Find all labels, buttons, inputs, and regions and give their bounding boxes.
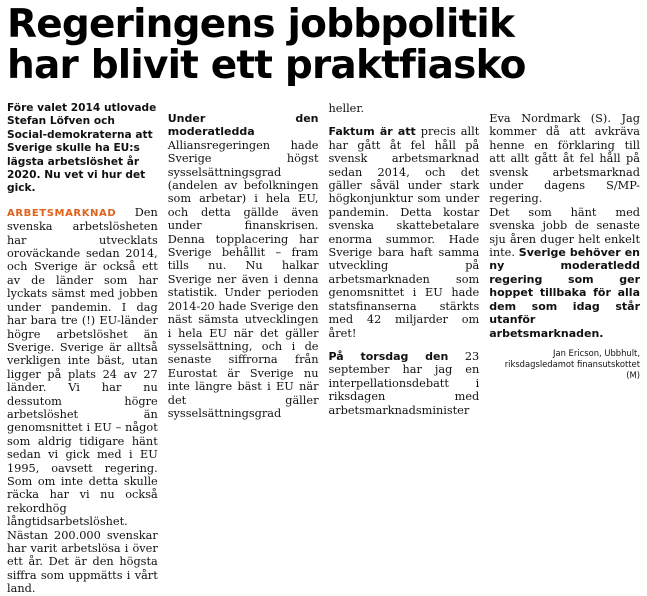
body-paragraph-4: På torsdag den 23 september har jag en interpellationsdebatt i riksdagen med arbetsmarknadsminister: [328, 349, 480, 417]
headline-line-1: Regeringens jobbpolitik: [7, 2, 515, 47]
signature-title: riksdagsledamot finansutskottet (M): [504, 358, 640, 380]
body-paragraph-4-runin: På torsdag den: [328, 349, 449, 363]
body-paragraph-1: [7, 206, 158, 596]
headline-line-2: har blivit ett praktfiasko: [7, 43, 526, 88]
body-paragraph-4-cont: Eva Nordmark (S). Jag kommer då att avkräva henne en förklaring till att allt gått åt fel håll på svensk arbetsmarknad under dagens S/MP-regering.: [489, 112, 640, 206]
body-paragraph-3-runin: Faktum är att: [328, 125, 416, 139]
body-paragraph-3: Faktum är att precis allt har gått åt fel håll på svensk arbetsmarknad sedan 2014, och det gäller såväl under stark högkonjunktur som under pandemin. Detta kostar svenska skattebetalare enorma summor. Hade Sverige bara haft samma utveckling på arbetsmarknaden som genomsnittet i EU hade statsfinanserna stärkts med 42 miljarder om året!: [328, 125, 480, 340]
paragraph-5-conclusion: Sverige behöver en ny moderatledd regering som ger hoppet tillbaka för alla dem som idag står utanför arbetsmarknaden.: [489, 246, 641, 340]
column-3: [329, 102, 480, 422]
column-1: [7, 102, 158, 596]
column-4: [489, 102, 640, 422]
signature: [489, 348, 640, 381]
lead-paragraph: Före valet 2014 utlovade Stefan Löfven och Social-demokraterna att Sverige skulle ha EU:s lägsta arbetslöshet år 2020. Nu vet vi hur det gick.: [7, 102, 157, 195]
body-paragraph-5: [489, 206, 640, 340]
section-kicker: ARBETSMARKNAD: [7, 207, 117, 219]
headline: [7, 4, 640, 86]
body-paragraph-2-cont: heller.: [328, 102, 365, 115]
body-paragraph-2: Alliansregeringen hade Sverige högst sysselsättningsgrad (andelen av befolkningen som arbetar) i hela EU, och detta gällde även under finanskrisen. Denna topplacering har Sverige behållit – fram tills nu. Nu halkar Sverige ner även i denna statistik. Under perioden 2014-20 hade Sverige den näst sämsta utvecklingen i hela EU när det gäller sysselsättning, och i de senaste siffrorna från Eurostat är Sverige nu inte längre bäst i EU när det gäller sysselsättningsgrad: [167, 138, 319, 420]
subhead: Under den moderatledda: [167, 112, 319, 139]
signature-name: Jan Ericson, Ubbhult,: [552, 347, 640, 358]
paragraph-5-text: Det som hänt med svenska jobb de senaste sju åren duger helt enkelt inte.: [489, 205, 640, 260]
paragraph-1-text: Den svenska arbetslösheten har utvecklats oroväckande sedan 2014, och Sverige är också ett av de länder som har lyckats sämst med jobben under pandemin. I dag har bara tre (!) EU-länder högre arbetslöshet än Sverige. Sverige är alltså verkligen inte bäst, utan ligger på plats 24 av 27 länder. Vi har nu dessutom högre arbetslöshet än genomsnittet i EU – något som aldrig tidigare hänt sedan vi gick med i EU 1995, oavsett regering. Som om inte detta skulle räcka har vi nu också rekordhög långtidsarbetslöshet. Nästan 200.000 svenskar har varit arbetslösa i över ett år. Det är den högsta siffra som uppmätts i vårt land.: [7, 205, 158, 596]
article-body: [7, 102, 641, 596]
column-2: [168, 102, 319, 422]
